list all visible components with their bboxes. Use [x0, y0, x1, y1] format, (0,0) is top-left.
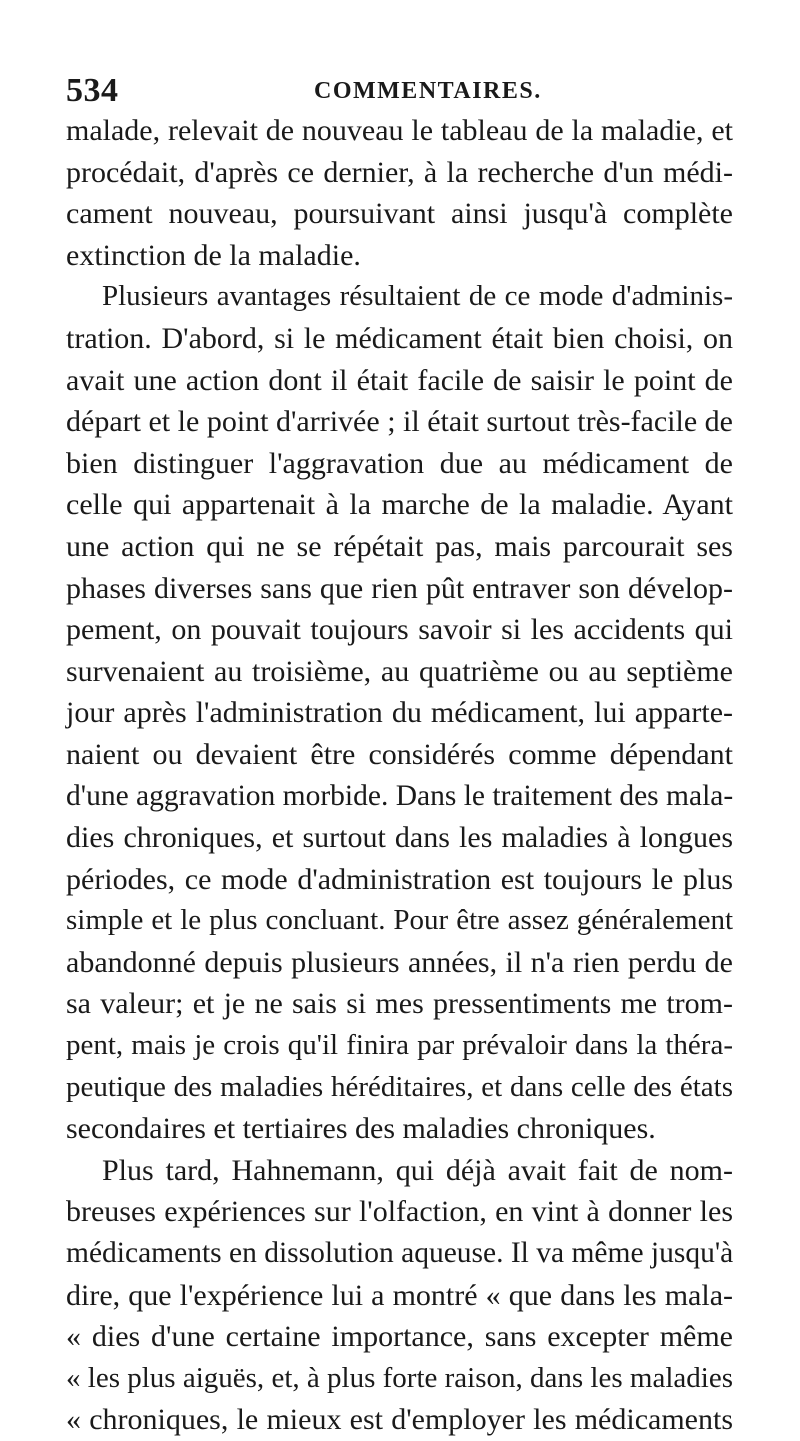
text-line: avait une action dont il était facile de saisir le point de: [66, 363, 733, 397]
running-head: COMMENTAIRES.: [314, 78, 542, 104]
text-line: cament nouveau, poursuivant ainsi jusqu'à complète: [66, 197, 733, 231]
text-line: peutique des maladies héréditaires, et dans celle des états: [66, 1070, 733, 1103]
text-line: « dies d'une certaine importance, sans excepter même: [66, 1320, 733, 1354]
page-header: [66, 72, 733, 112]
text-line: Plusieurs avantages résultaient de ce mode d'adminis-: [102, 280, 733, 313]
text-line: celle qui appartenait à la marche de la maladie. Ayant: [66, 488, 733, 522]
text-line: naient ou devaient être considérés comme dépendant: [66, 737, 733, 771]
text-line: tration. D'abord, si le médicament était bien choisi, on: [66, 321, 733, 355]
text-line: départ et le point d'arrivée ; il était surtout très-facile de: [66, 405, 733, 439]
text-line: périodes, ce mode d'administration est toujours le plus: [66, 862, 733, 896]
text-line: breuses expériences sur l'olfaction, en vint à donner les: [66, 1195, 733, 1229]
text-line: « chroniques, le mieux est d'employer les médicaments: [66, 1403, 733, 1437]
text-line: médicaments en dissolution aqueuse. Il va même jusqu'à: [66, 1237, 734, 1270]
text-line: procédait, d'après ce dernier, à la recherche d'un médi-: [66, 155, 733, 189]
text-line: malade, relevait de nouveau le tableau de la maladie, et: [66, 114, 733, 147]
text-line: abandonné depuis plusieurs années, il n'a rien perdu de: [66, 945, 733, 979]
text-line: pent, mais je crois qu'il finira par prévaloir dans la théra-: [66, 1029, 733, 1062]
body-text: [66, 110, 733, 1441]
text-line: secondaires et tertiaires des maladies chroniques.: [66, 1112, 656, 1146]
text-line: extinction de la maladie.: [66, 238, 361, 272]
text-line: sa valeur; et je ne sais si mes pressentiments me trom-: [66, 987, 733, 1021]
text-line: survenaient au troisième, au quatrième ou au septième: [66, 654, 733, 688]
text-line: une action qui ne se répétait pas, mais parcourait ses: [66, 529, 733, 563]
text-line: d'une aggravation morbide. Dans le traitement des mala-: [66, 779, 734, 812]
page-number: 534: [66, 72, 119, 109]
text-line: simple et le plus concluant. Pour être assez généralement: [66, 904, 733, 937]
text-line: dies chroniques, et surtout dans les maladies à longues: [66, 821, 733, 855]
text-line: phases diverses sans que rien pût entraver son dévelop-: [66, 571, 733, 605]
text-line: jour après l'administration du médicament, lui apparte-: [66, 696, 733, 730]
text-line: Plus tard, Hahnemann, qui déjà avait fait de nom-: [102, 1153, 733, 1187]
text-line: pement, on pouvait toujours savoir si les accidents qui: [66, 613, 733, 647]
text-line: « les plus aiguës, et, à plus forte raison, dans les maladies: [66, 1361, 733, 1394]
text-line: bien distinguer l'aggravation due au médicament de: [66, 446, 733, 480]
text-line: dire, que l'expérience lui a montré « que dans les mala-: [66, 1278, 733, 1312]
